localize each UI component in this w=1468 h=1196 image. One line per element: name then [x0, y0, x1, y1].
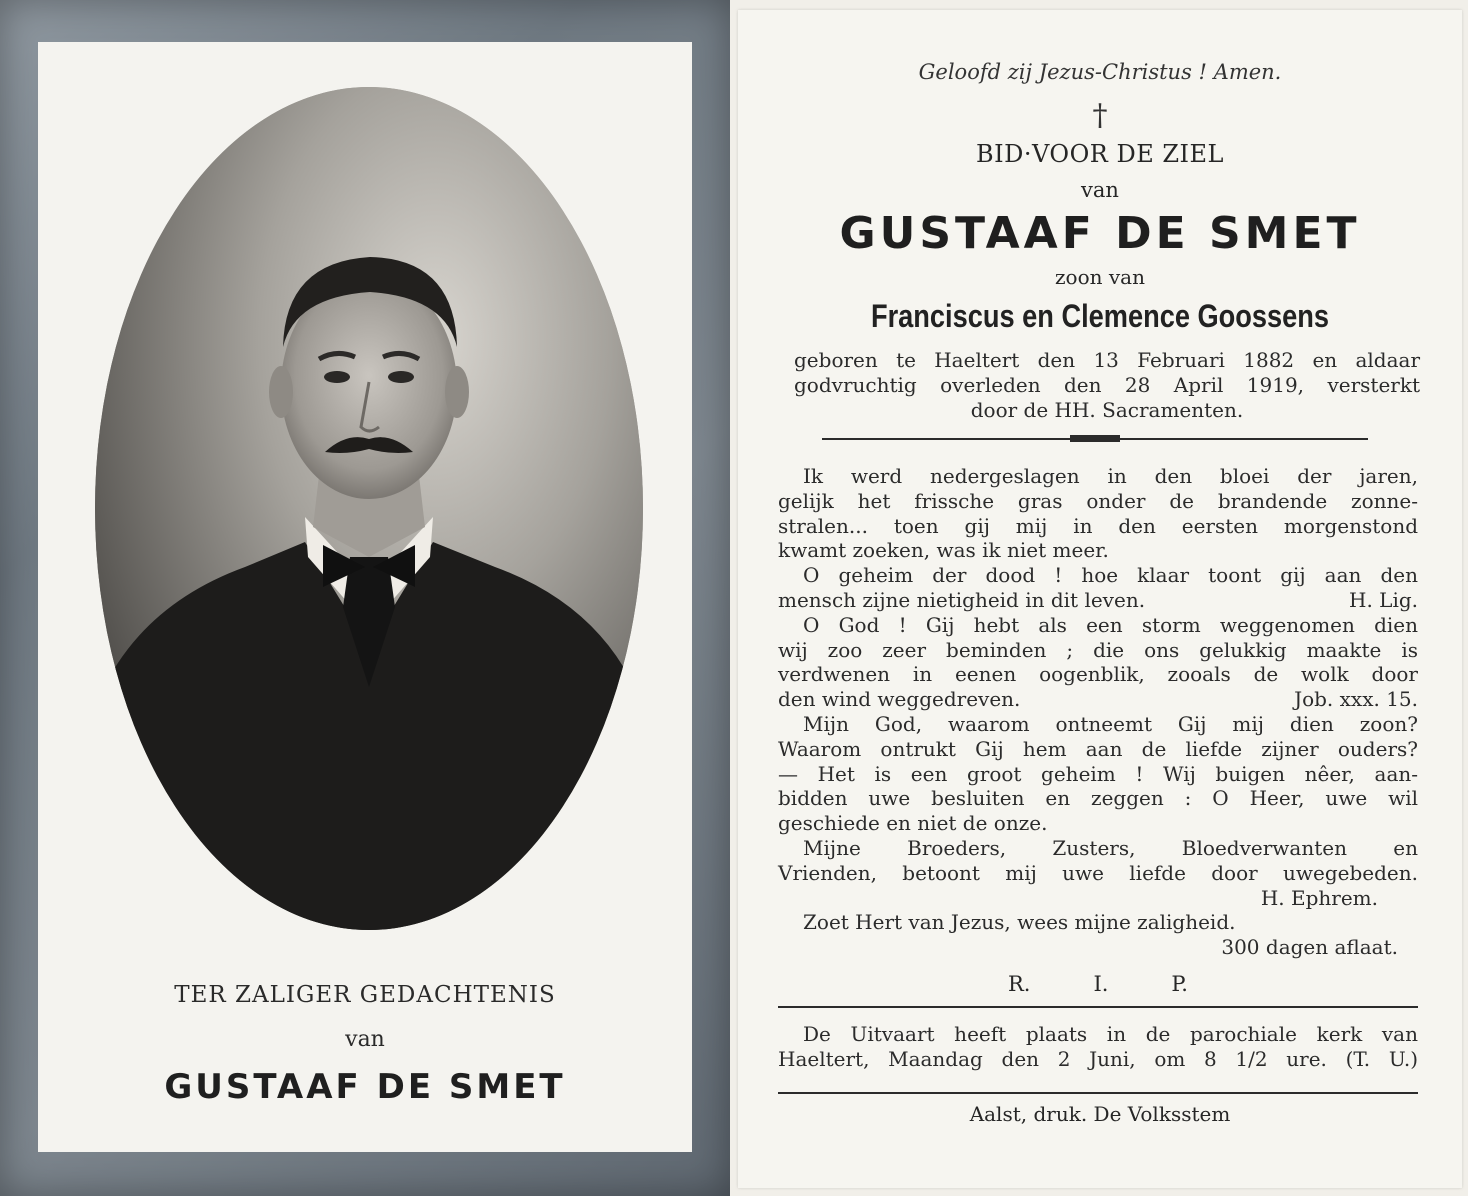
- verse-text: [778, 464, 1418, 960]
- funeral-line: Haeltert, Maandag den 2 Juni, om 8 1/2 ure. (T. U.): [778, 1046, 1418, 1071]
- verse-line: Vrienden, betoont mij uwe liefde door uwegebeden.: [778, 860, 1418, 885]
- verse-reference: H. Lig.: [1349, 587, 1418, 612]
- deceased-name-title: GUSTAAF DE SMET: [839, 208, 1361, 259]
- rip-letter: I.: [1093, 972, 1109, 996]
- verse-reference: H. Ephrem.: [1260, 885, 1378, 910]
- verse-line: wij zoo zeer beminden ; die ons gelukkig maakte is: [778, 637, 1418, 662]
- verse-line: Mijne Broeders, Zusters, Bloedverwanten en: [803, 835, 1418, 860]
- born-line: godvruchtig overleden den 28 April 1919, versterkt: [794, 372, 1420, 397]
- portrait-photo: [95, 87, 643, 930]
- verse-line: Zoet Hert van Jezus, wees mijne zaligheid.: [803, 910, 1236, 935]
- memorial-van: van: [345, 1027, 385, 1052]
- rip-text: [1008, 972, 1188, 996]
- verse-line: Waarom ontrukt Gij hem aan de liefde zijner ouders?: [778, 736, 1418, 761]
- indulgence-text: 300 dagen aflaat.: [1221, 935, 1398, 960]
- verse-text-part: den wind weggedreven.: [778, 687, 1021, 712]
- born-line: geboren te Haeltert den 13 Februari 1882 en aldaar: [794, 348, 1420, 372]
- right-card: [738, 10, 1462, 1188]
- verse-line: bidden uwe besluiten en zeggen : O Heer, uwe wil: [778, 786, 1418, 811]
- bid-heading: BID·VOOR DE ZIEL: [976, 140, 1224, 168]
- zoon-van-text: zoon van: [1055, 265, 1145, 289]
- printer-credit: Aalst, druk. De Volksstem: [969, 1102, 1231, 1126]
- divider-ornament: [1070, 435, 1120, 442]
- left-card: [38, 42, 692, 1152]
- funeral-details: [778, 1022, 1418, 1072]
- parents-names: Franciscus en Clemence Goossens: [870, 298, 1330, 334]
- van-text: van: [1081, 178, 1119, 202]
- verse-line: O God ! Gij hebt als een storm weggenomen dien: [803, 612, 1418, 637]
- verse-line: kwamt zoeken, was ik niet meer.: [778, 538, 1109, 563]
- verse-line: [778, 588, 1418, 613]
- deceased-name: GUSTAAF DE SMET: [164, 1067, 566, 1107]
- verse-line: verdwenen in eenen oogenblik, zooals de wolk door: [778, 662, 1418, 687]
- portrait-image: [95, 87, 643, 930]
- verse-line: stralen... toen gij mij in den eersten morgenstond: [778, 513, 1418, 538]
- verse-line: geschiede en niet de onze.: [778, 811, 1048, 836]
- memorial-heading: TER ZALIGER GEDACHTENIS: [174, 982, 556, 1008]
- verse-line: O geheim der dood ! hoe klaar toont gij aan den: [803, 563, 1418, 588]
- verse-line: — Het is een groot geheim ! Wij buigen nêer, aan-: [778, 761, 1418, 786]
- verse-line: gelijk het frissche gras onder de brandende zonne-: [778, 488, 1418, 513]
- birth-death-details: [794, 348, 1420, 422]
- divider: [778, 1006, 1418, 1008]
- rip-letter: P.: [1171, 972, 1188, 996]
- rip-letter: R.: [1008, 972, 1031, 996]
- funeral-line: De Uitvaart heeft plaats in de parochiale kerk van: [803, 1022, 1418, 1046]
- left-card-frame: [0, 0, 730, 1196]
- born-line: door de HH. Sacramenten.: [970, 397, 1244, 422]
- cross-icon: †: [1092, 98, 1108, 133]
- verse-reference: Job. xxx. 15.: [1294, 687, 1418, 712]
- prayer-header: Geloofd zij Jezus-Christus ! Amen.: [918, 60, 1282, 84]
- verse-line: Ik werd nedergeslagen in den bloei der jaren,: [803, 464, 1418, 488]
- verse-line: Mijn God, waarom ontneemt Gij mij dien zoon?: [803, 711, 1418, 736]
- verse-text-part: mensch zijne nietigheid in dit leven.: [778, 587, 1146, 612]
- divider: [778, 1092, 1418, 1094]
- verse-line: [778, 687, 1418, 712]
